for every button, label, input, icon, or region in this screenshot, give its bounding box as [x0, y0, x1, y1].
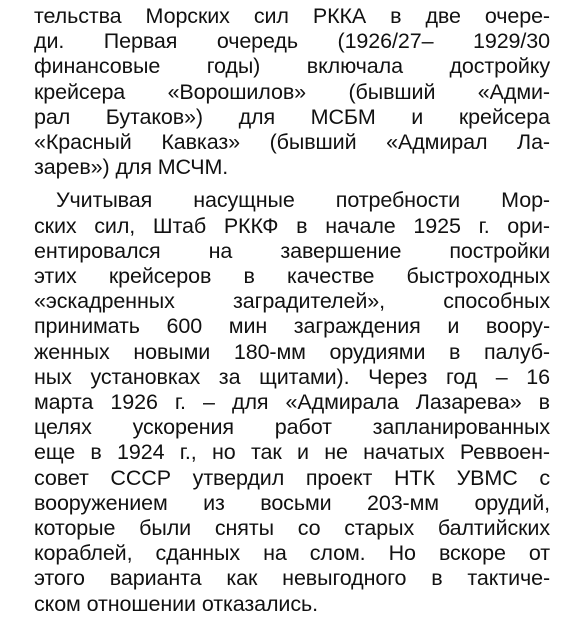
- paragraph-2: [34, 188, 550, 616]
- text-line: марта 1926 г. – для «Адмирала Лазарева» в: [34, 390, 550, 415]
- text-line: еще в 1924 г., но так и не начатых Реввоен-: [34, 440, 550, 465]
- text-line: которые были сняты со старых балтийских: [34, 516, 550, 541]
- text-line: этих крейсеров в качестве быстроходных: [34, 264, 550, 289]
- text-line: вооружением из восьми 203-мм орудий,: [34, 490, 550, 515]
- text-line: этого варианта как невыгодного в тактиче-: [34, 566, 550, 591]
- text-line: ских сил, Штаб РККФ в начале 1925 г. ори-: [34, 213, 550, 238]
- paragraph-1: [34, 4, 550, 180]
- text-line: целях ускорения работ запланированных: [34, 415, 550, 440]
- text-line: «Красный Кавказ» (бывший «Адмирал Ла-: [34, 130, 550, 155]
- text-line: рал Бутаков») для МСБМ и крейсера: [34, 104, 550, 129]
- text-line: ди. Первая очередь (1926/27– 1929/30: [34, 29, 550, 54]
- text-line: ентировался на завершение постройки: [34, 238, 550, 263]
- text-line: «эскадренных заградителей», способных: [34, 289, 550, 314]
- text-line: женных новыми 180-мм орудиями в палуб-: [34, 339, 550, 364]
- text-line: финансовые годы) включала достройку: [34, 54, 550, 79]
- text-line: принимать 600 мин заграждения и воору-: [34, 314, 550, 339]
- text-line: тельства Морских сил РККА в две очере-: [34, 4, 550, 28]
- text-line: ных установках за щитами). Через год – 16: [34, 364, 550, 389]
- text-line: совет СССР утвердил проект НТК УВМС с: [34, 465, 550, 490]
- text-line: кораблей, сданных на слом. Но вскоре от: [34, 541, 550, 566]
- text-line: крейсера «Ворошилов» (бывший «Адми-: [34, 79, 550, 104]
- text-line: ском отношении отказались.: [34, 591, 318, 616]
- text-line: зарев») для МСЧМ.: [34, 155, 229, 180]
- text-line: Учитывая насущные потребности Мор-: [56, 188, 550, 213]
